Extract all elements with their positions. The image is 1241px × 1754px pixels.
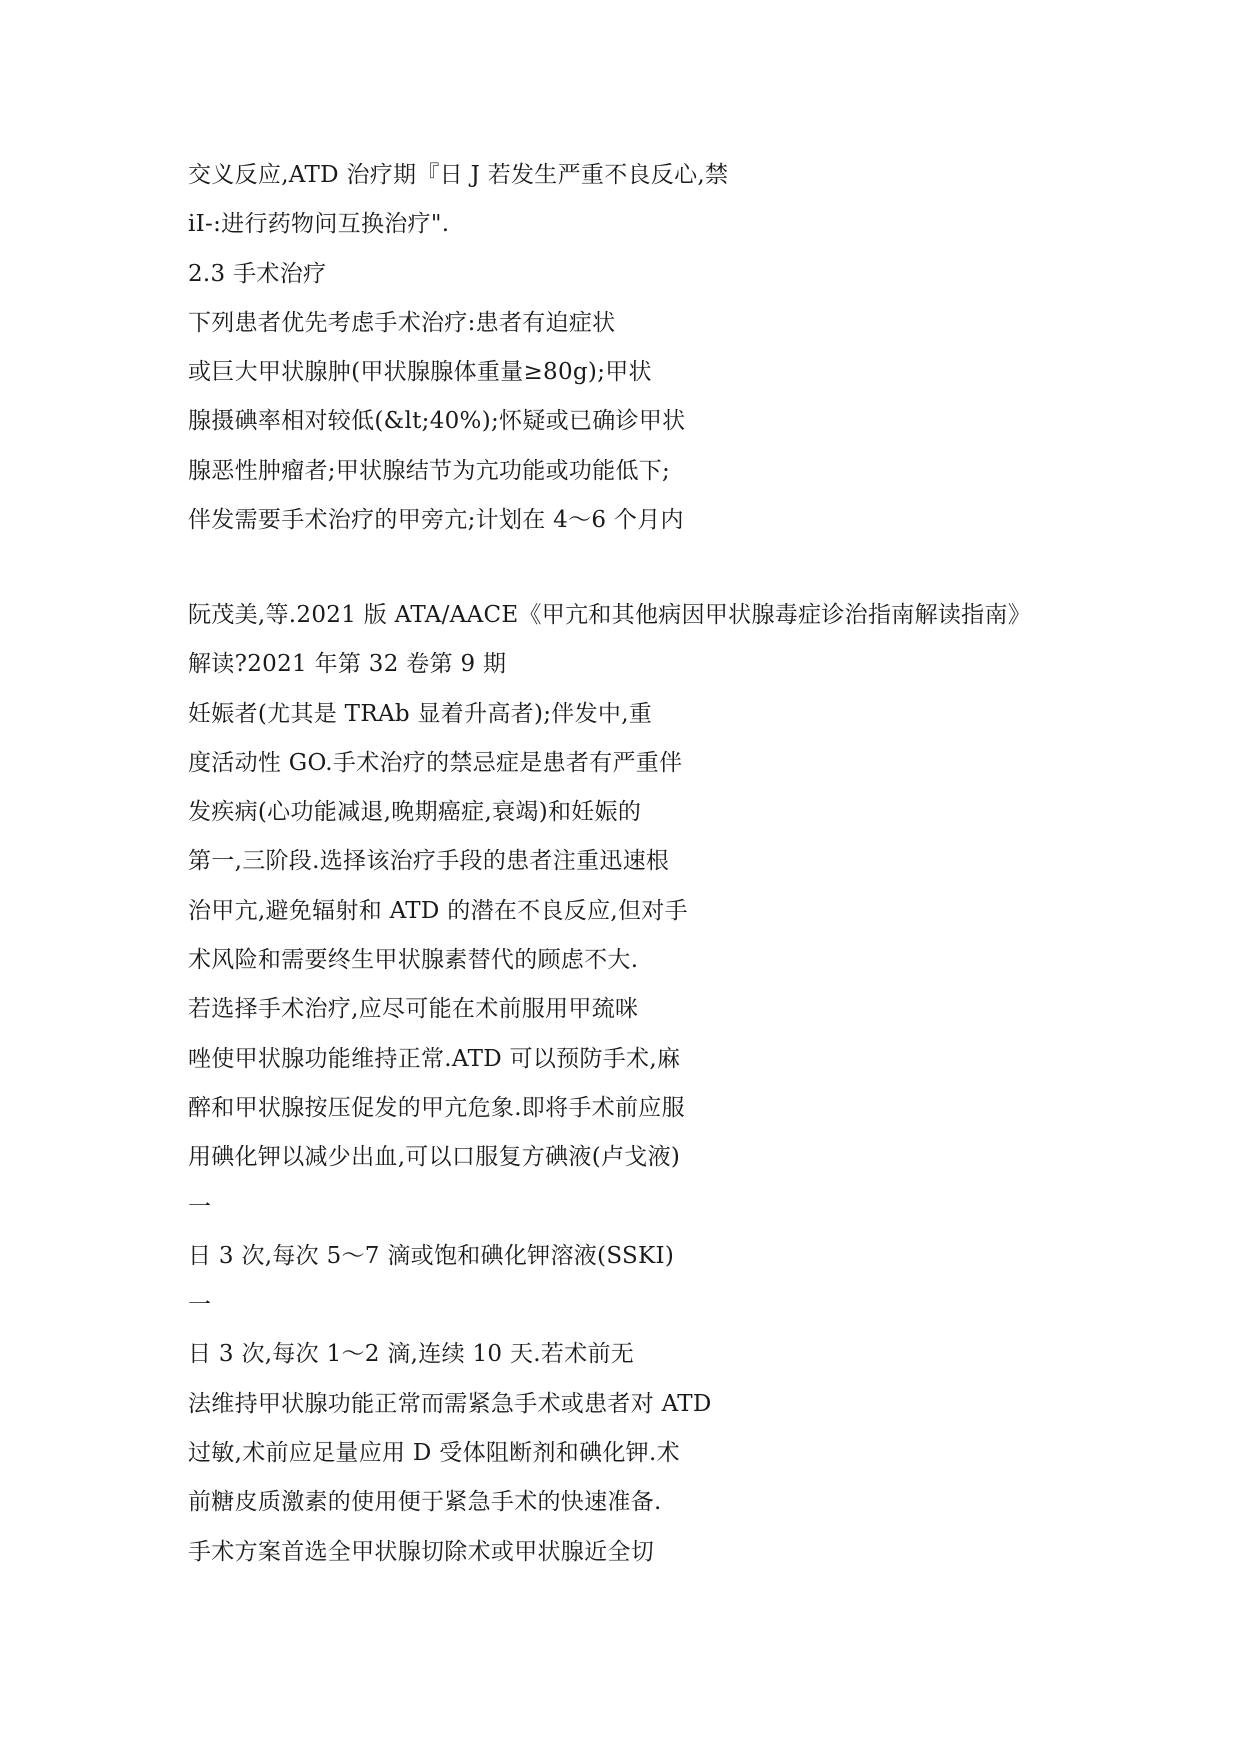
text-line: 唑使甲状腺功能维持正常.ATD 可以预防手术,麻 bbox=[188, 1045, 681, 1072]
running-header-citation: 阮茂美,等.2021 版 ATA/AACE《甲亢和其他病因甲状腺毒症诊治指南解读指南》 bbox=[188, 602, 1032, 628]
text-line: 第一,三阶段.选择该治疗手段的患者注重迅速根 bbox=[188, 848, 670, 875]
text-line: 日 3 次,每次 5～7 滴或饱和碘化钾溶液(SSKI) bbox=[188, 1242, 675, 1269]
text-block-lower bbox=[188, 591, 1088, 1577]
text-line: 妊娠者(尤其是 TRAb 显着升高者);伴发中,重 bbox=[188, 700, 653, 727]
text-line: iI-:进行药物问互换治疗". bbox=[188, 211, 450, 238]
text-line: 度活动性 GO.手术治疗的禁忌症是患者有严重伴 bbox=[188, 749, 683, 776]
section-heading: 2.3 手术治疗 bbox=[188, 260, 327, 287]
text-line: 法维持甲状腺功能正常而需紧急手术或患者对 ATD bbox=[188, 1390, 712, 1417]
text-block-upper bbox=[188, 151, 1088, 545]
text-line: 醉和甲状腺按压促发的甲亢危象.即将手术前应服 bbox=[188, 1094, 685, 1121]
text-line: 下列患者优先考虑手术治疗:患者有迫症状 bbox=[188, 309, 616, 336]
text-line: 治甲亢,避免辐射和 ATD 的潜在不良反应,但对手 bbox=[188, 897, 688, 924]
text-line: 伴发需要手术治疗的甲旁亢;计划在 4～6 个月内 bbox=[188, 507, 684, 534]
text-line: 腺恶性肿瘤者;甲状腺结节为亢功能或功能低下; bbox=[188, 457, 671, 484]
text-line: 一 bbox=[188, 1292, 212, 1319]
text-line: 发疾病(心功能减退,晚期癌症,衰竭)和妊娠的 bbox=[188, 799, 642, 826]
text-line: 一 bbox=[188, 1193, 212, 1220]
text-line: 前糖皮质激素的使用便于紧急手术的快速准备. bbox=[188, 1489, 662, 1516]
text-line: 术风险和需要终生甲状腺素替代的顾虑不大. bbox=[188, 947, 639, 974]
text-line: 日 3 次,每次 1～2 滴,连续 10 天.若术前无 bbox=[188, 1341, 635, 1368]
text-line: 若选择手术治疗,应尽可能在术前服用甲巯咪 bbox=[188, 996, 639, 1023]
running-header-issue: 解读?2021 年第 32 卷第 9 期 bbox=[188, 651, 507, 678]
text-line: 或巨大甲状腺肿(甲状腺腺体重量≥80g);甲状 bbox=[188, 359, 652, 386]
text-line: 过敏,术前应足量应用 D 受体阻断剂和碘化钾.术 bbox=[188, 1440, 680, 1467]
text-line: 用碘化钾以减少出血,可以口服复方碘液(卢戈液) bbox=[188, 1144, 681, 1171]
text-line: 交义反应,ATD 治疗期『日 J 若发生严重不良反心,禁 bbox=[188, 162, 729, 188]
text-line: 手术方案首选全甲状腺切除术或甲状腺近全切 bbox=[188, 1538, 654, 1565]
text-line: 腺摄碘率相对较低(&lt;40%);怀疑或已确诊甲状 bbox=[188, 408, 686, 435]
